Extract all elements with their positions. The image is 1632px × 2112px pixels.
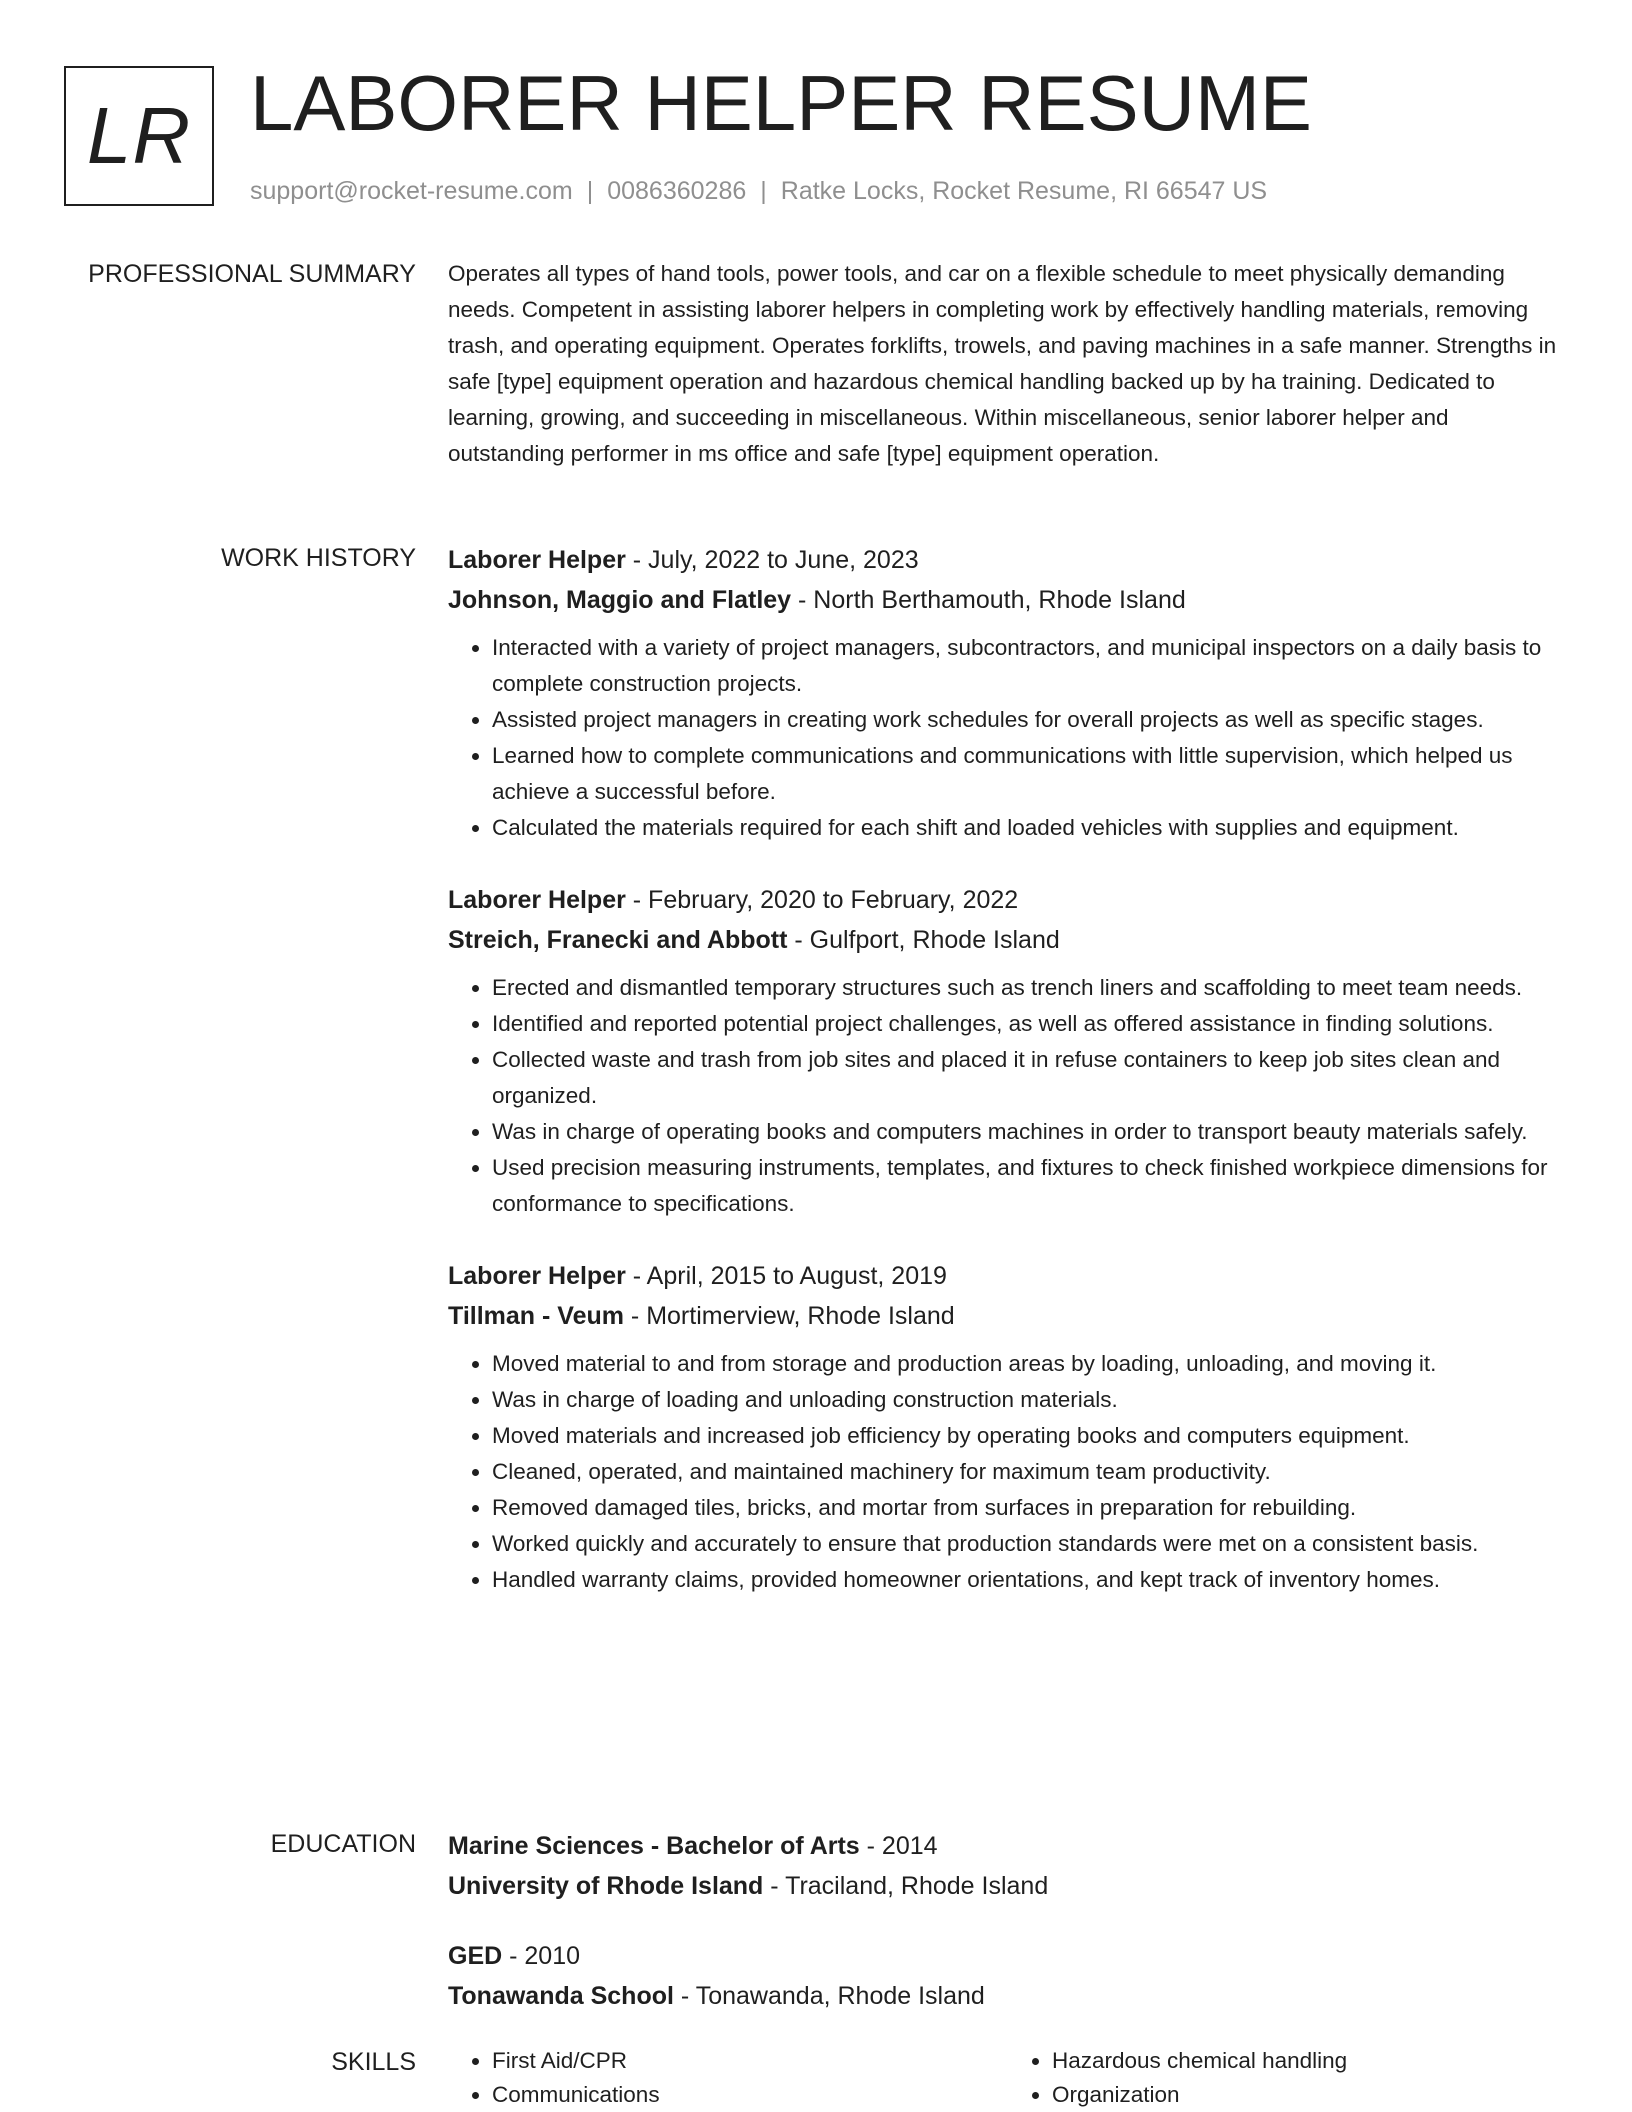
job-location: - Mortimerview, Rhode Island [623, 1302, 955, 1330]
job-company: Tillman - Veum [448, 1302, 624, 1330]
skill-item: • Organization [1052, 2078, 1568, 2112]
education-degree: GED [448, 1942, 503, 1970]
education-degree-line [448, 1826, 1568, 1866]
education-school-line [448, 1976, 1568, 2016]
job-bullet: • Identified and reported potential project challenges, as well as offered assistance in finding solutions. [492, 1006, 1568, 1042]
job-bullet: • Removed damaged tiles, bricks, and mortar from surfaces in preparation for rebuilding. [492, 1490, 1568, 1526]
job-company-line [448, 580, 1568, 620]
education-entry [448, 1936, 1568, 2016]
education-school: Tonawanda School [448, 1982, 674, 2010]
job-bullet: • Calculated the materials required for each shift and loaded vehicles with supplies and equipment. [492, 810, 1568, 846]
education-heading: EDUCATION [270, 1830, 416, 1858]
job-entry [448, 880, 1568, 1222]
education-location: - Tonawanda, Rhode Island [673, 1982, 985, 2010]
job-location: - Gulfport, Rhode Island [787, 926, 1060, 954]
monogram-logo: LR [64, 66, 214, 206]
job-bullet: • Was in charge of loading and unloading construction materials. [492, 1382, 1568, 1418]
job-entry [448, 1256, 1568, 1598]
skill-item: • First Aid/CPR [492, 2044, 1008, 2078]
job-bullets [448, 630, 1568, 846]
skills-grid [448, 2044, 1568, 2112]
contact-line [250, 175, 1267, 207]
job-bullet: • Handled warranty claims, provided homeowner orientations, and kept track of inventory homes. [492, 1562, 1568, 1598]
job-dates: - February, 2020 to February, 2022 [625, 886, 1019, 914]
job-company-line [448, 1296, 1568, 1336]
job-bullet: • Cleaned, operated, and maintained machinery for maximum team productivity. [492, 1454, 1568, 1490]
job-bullets [448, 970, 1568, 1222]
education-degree: Marine Sciences - Bachelor of Arts [448, 1832, 860, 1860]
job-title-line [448, 1256, 1568, 1296]
job-company: Johnson, Maggio and Flatley [448, 586, 792, 614]
contact-separator: | [586, 177, 594, 205]
skills-heading: SKILLS [331, 2048, 416, 2076]
education-year: - 2014 [859, 1832, 938, 1860]
job-bullet: • Erected and dismantled temporary structures such as trench liners and scaffolding to meet team needs. [492, 970, 1568, 1006]
work-history-heading: WORK HISTORY [221, 544, 416, 572]
job-bullet: • Was in charge of operating books and computers machines in order to transport beauty materials safely. [492, 1114, 1568, 1150]
job-entry [448, 540, 1568, 846]
job-bullet: • Interacted with a variety of project managers, subcontractors, and municipal inspectors on a daily basis to complete construction projects. [492, 630, 1568, 702]
job-dates: - July, 2022 to June, 2023 [625, 546, 919, 574]
job-title: Laborer Helper [448, 1262, 626, 1290]
contact-separator: | [760, 177, 767, 205]
summary-heading: PROFESSIONAL SUMMARY [88, 260, 416, 288]
job-title-line [448, 880, 1568, 920]
education-year: - 2010 [502, 1942, 581, 1970]
work-history-body [448, 540, 1568, 1632]
job-title-line [448, 540, 1568, 580]
job-bullet: • Used precision measuring instruments, templates, and fixtures to check finished workpiece dimensions for conformance to specifications. [492, 1150, 1568, 1222]
skill-item: • Communications [492, 2078, 1008, 2112]
resume-title: LABORER HELPER RESUME [250, 59, 1312, 147]
job-bullet: • Assisted project managers in creating work schedules for overall projects as well as specific stages. [492, 702, 1568, 738]
job-bullet: • Moved material to and from storage and production areas by loading, unloading, and moving it. [492, 1346, 1568, 1382]
education-entry [448, 1826, 1568, 1906]
job-company-line [448, 920, 1568, 960]
education-body [448, 1826, 1568, 2046]
job-bullet: • Moved materials and increased job efficiency by operating books and computers equipment. [492, 1418, 1568, 1454]
job-title: Laborer Helper [448, 546, 626, 574]
job-company: Streich, Franecki and Abbott [448, 926, 788, 954]
job-bullet: • Learned how to complete communications and communications with little supervision, which helped us achieve a successful before. [492, 738, 1568, 810]
summary-text: Operates all types of hand tools, power tools, and car on a flexible schedule to meet physically demanding needs. Competent in assisting laborer helpers in completing work by effectively handling materials, removing trash, and operating equipment. Operates forklifts, trowels, and paving machines in a safe manner. Strengths in safe [type] equipment operation and hazardous chemical handling backed up by ha training. Dedicated to learning, growing, and succeeding in miscellaneous. Within miscellaneous, senior laborer helper and outstanding performer in ms office and safe [type] equipment operation. [448, 261, 1557, 466]
education-school: University of Rhode Island [448, 1872, 764, 1900]
skills-column-left [448, 2044, 1008, 2112]
job-location: - North Berthamouth, Rhode Island [791, 586, 1186, 614]
skill-item: • Hazardous chemical handling [1052, 2044, 1568, 2078]
job-dates: - April, 2015 to August, 2019 [625, 1262, 947, 1290]
contact-email[interactable]: support@rocket-resume.com [250, 177, 573, 205]
summary-body [448, 256, 1568, 472]
education-school-line [448, 1866, 1568, 1906]
job-bullet: • Worked quickly and accurately to ensure that production standards were met on a consistent basis. [492, 1526, 1568, 1562]
job-bullets [448, 1346, 1568, 1598]
education-degree-line [448, 1936, 1568, 1976]
education-location: - Traciland, Rhode Island [763, 1872, 1049, 1900]
contact-address: Ratke Locks, Rocket Resume, RI 66547 US [780, 177, 1268, 205]
contact-phone[interactable]: 0086360286 [607, 177, 747, 205]
skills-body [448, 2044, 1568, 2112]
job-bullet: • Collected waste and trash from job sites and placed it in refuse containers to keep job sites clean and organized. [492, 1042, 1568, 1114]
job-title: Laborer Helper [448, 886, 626, 914]
skills-column-right [1008, 2044, 1568, 2112]
